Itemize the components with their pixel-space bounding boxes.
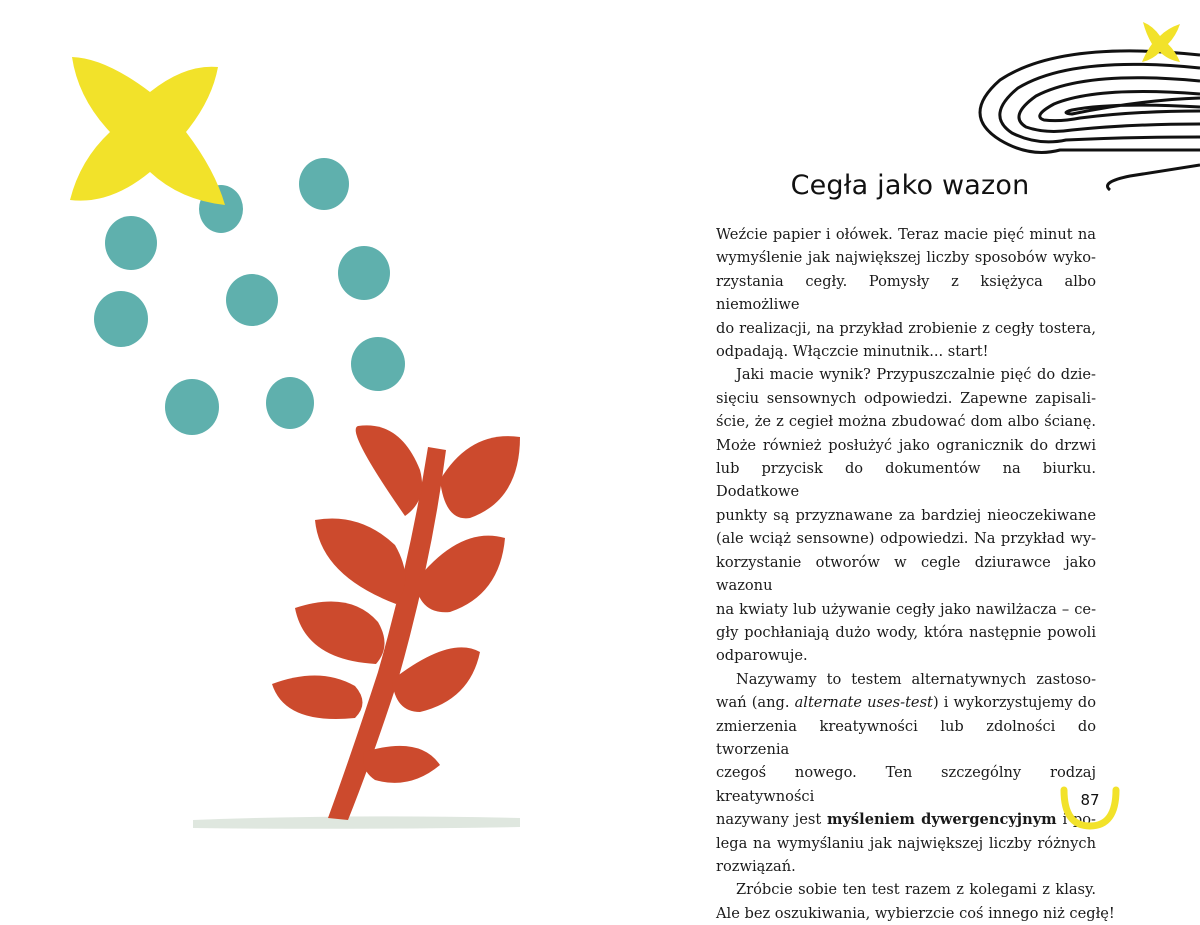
text-line: korzystanie otworów w cegle dziurawce jako wazonu <box>716 553 1096 595</box>
text-line: sięciu sensownych odpowiedzi. Zapewne zapisali- <box>716 389 1096 407</box>
text-line: rzystania cegły. Pomysły z księżyca albo niemożliwe <box>716 272 1096 314</box>
text-line: odpadają. Włączcie minutnik... start! <box>716 343 989 361</box>
page-title: Cegła jako wazon <box>790 170 1030 201</box>
text-line: zmierzenia kreatywności lub zdolności do tworzenia <box>716 717 1096 758</box>
bold-term: myśleniem dywergencyjnym <box>827 811 1057 829</box>
text-segment: wań (ang. <box>716 694 795 712</box>
text-line: (ale wciąż sensowne) odpowiedzi. Na przykład wy- <box>716 530 1096 548</box>
text-line: Ale bez oszukiwania, wybierzcie coś innego niż cegłę! <box>716 904 1115 922</box>
text-line: Jaki macie wynik? Przypuszczalnie pięć do dzie- <box>736 366 1096 384</box>
emphasis-term: alternate uses-test <box>794 694 933 712</box>
text-line: czegoś nowego. Ten szczególny rodzaj kreatywności <box>716 764 1096 805</box>
text-line: Zróbcie sobie ten test razem z kolegami z klasy. <box>736 881 1096 899</box>
text-line: punkty są przyznawane za bardziej nieoczekiwane <box>716 506 1096 524</box>
text-line: wymyślenie jak największej liczby sposobów wyko- <box>716 249 1096 267</box>
text-line: do realizacji, na przykład zrobienie z cegły tostera, <box>716 319 1096 337</box>
text-segment: i po- <box>1056 811 1096 829</box>
text-line: lub przycisk do dokumentów na biurku. Dodatkowe <box>716 460 1096 501</box>
text-line: Weźcie papier i ołówek. Teraz macie pięć minut na <box>716 226 1096 243</box>
text-segment: ) i wykorzystujemy do <box>932 694 1096 712</box>
text-line: odparowuje. <box>716 647 808 665</box>
page-number: 87 <box>1080 791 1100 809</box>
text-line: ście, że z cegieł można zbudować dom albo ścianę. <box>716 413 1096 431</box>
small-yellow-x-icon <box>1142 22 1180 62</box>
text-line: Może również posłużyć jako ogranicznik do drzwi <box>716 436 1096 454</box>
text-line: lega na wymyślaniu jak największej liczby różnych <box>716 834 1096 852</box>
text-line: na kwiaty lub używanie cegły jako nawilżacza – ce- <box>716 600 1096 618</box>
text-line: Nazywamy to testem alternatywnych zastoso- <box>736 670 1096 688</box>
text-line <box>716 691 1096 714</box>
text-line: gły pochłaniają dużo wody, która następnie powoli <box>716 623 1096 641</box>
body-text <box>716 223 1115 925</box>
text-line: rozwiązań. <box>716 857 796 875</box>
text-line <box>716 808 1096 831</box>
text-segment: nazywany jest <box>716 811 828 829</box>
